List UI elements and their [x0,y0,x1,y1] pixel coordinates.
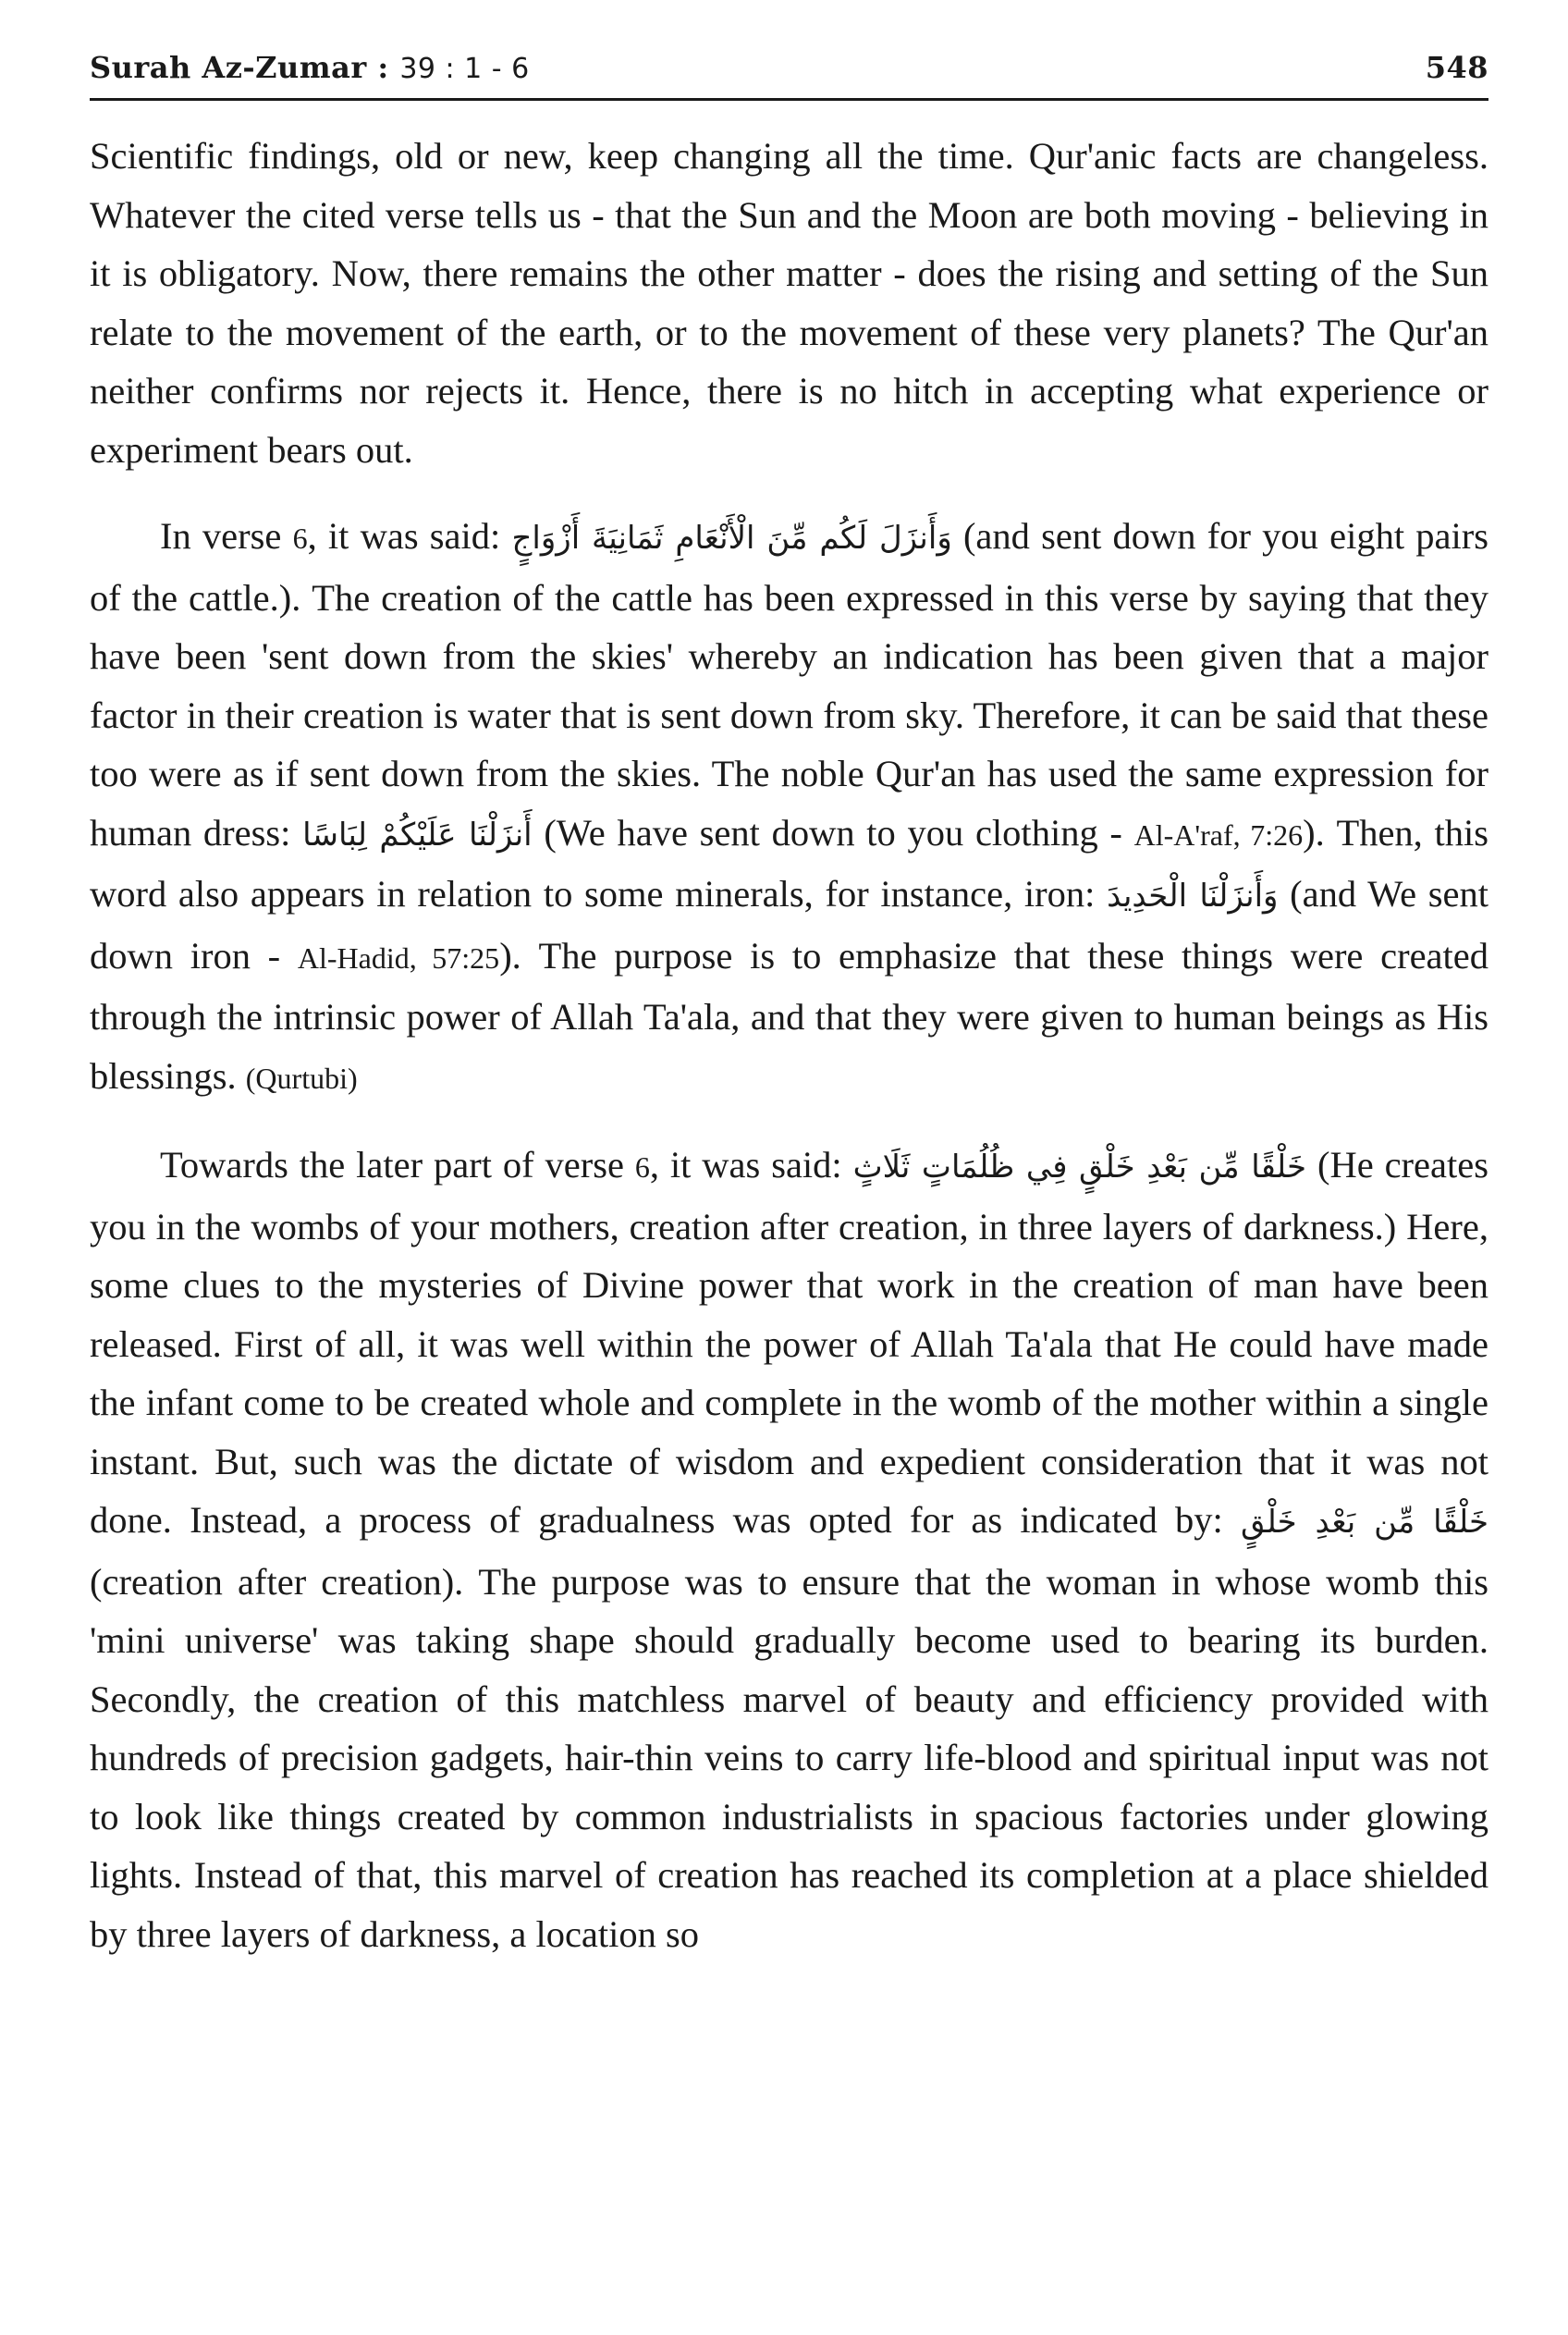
p2-text-1: In verse [160,515,293,557]
p2-text-6: ). The purpose is to emphasize that these things were created through the intrinsic power of Allah Ta'ala, and that they were given to human beings as His blessings. [90,934,1489,1097]
p3-text-3: (creation after creation). The purpose was to ensure that the woman in whose womb this 'mini universe' was taking shape should gradually become used to bearing its burden. Secondly, the creation of this matchless marvel of beauty and efficiency provided with hundreds of precision gadgets, hair-thin veins to carry life-blood and spiritual input was not to look like things created by common industrialists in spacious factories under glowing lights. Instead of that, this marvel of creation has reached its completion at a place shielded by three layers of darkness, a location so [90,1560,1488,1955]
p3-arabic-quote-2: خَلْقًا مِّن بَعْدِ خَلْقٍ [1241,1504,1488,1541]
paragraph-2 [90,507,1488,1108]
p2-arabic-quote-2: أَنزَلْنَا عَلَيْكُمْ لِبَاسًا [302,816,533,854]
surah-title: Surah Az-Zumar : [90,50,389,85]
p2-text-3: (We have sent down to you clothing - [532,811,1134,854]
header-left [90,50,530,85]
paragraph-1-text: Scientific findings, old or new, keep changing all the time. Qur'anic facts are changeless. Whatever the cited verse tells us - that the Sun and the Moon are both moving - believing in it is obligatory. Now, there remains the other matter - does the rising and setting of the Sun relate to the movement of the earth, or to the movement of these very planets? The Qur'an neither confirms nor rejects it. Hence, there is no hitch in accepting what experience or experiment bears out. [90,135,1488,471]
page-number: 548 [1425,50,1488,85]
p2-reference-1: Al-A'raf, 7:26 [1133,817,1304,852]
paragraph-1 [90,127,1488,479]
p3-verse-number: 6 [634,1150,650,1184]
p2-reference-2: Al-Hadid, 57:25 [297,940,500,975]
verse-range: 39 : 1 - 6 [399,53,530,85]
paragraph-3 [90,1136,1488,1963]
p2-verse-number: 6 [292,522,308,555]
p2-text-2: (and sent down for you eight pairs of the cattle.). The creation of the cattle has been expressed in this verse by saying that they have been 'sent down from the skies' whereby an indication has been given that a major factor in their creation is water that is sent down from sky. Therefore, it can be said that these too were as if sent down from the skies. The noble Qur'an has used the same expression for human dress: [90,515,1489,854]
p3-arabic-quote-1: خَلْقًا مِّن بَعْدِ خَلْقٍ فِي ظُلُمَاتٍ ثَلَاثٍ [852,1149,1307,1186]
p3-text-1-end: , it was said: [649,1144,853,1186]
p2-citation: (Qurtubi) [245,1061,358,1095]
p2-text-4: ). Then, this word also appears in relation to some minerals, for instance, iron: [90,811,1489,915]
p3-text-2: (He creates you in the wombs of your mothers, creation after creation, in three layers of darkness.) Here, some clues to the mysteries of Divine power that work in the creation of man have been released. First of all, it was well within the power of Allah Ta'ala that He could have made the infant come to be created whole and complete in the womb of the mother within a single instant. But, such was the dictate of wisdom and expedient consideration that it was not done. Instead, a process of gradualness was opted for as indicated by: [90,1144,1488,1541]
p2-text-1-end: , it was said: [307,515,512,557]
p3-text-1: Towards the later part of verse [160,1144,635,1186]
p2-text-5: (and We sent down iron - [90,873,1488,977]
running-header [90,50,1488,92]
book-page [90,50,1488,1963]
header-rule [90,98,1488,101]
p2-arabic-quote-1: وَأَنزَلَ لَكُم مِّنَ الْأَنْعَامِ ثَمَانِيَةَ أَزْوَاجٍ [511,520,952,557]
p2-arabic-quote-3: وَأَنزَلْنَا الْحَدِيدَ [1107,878,1279,915]
